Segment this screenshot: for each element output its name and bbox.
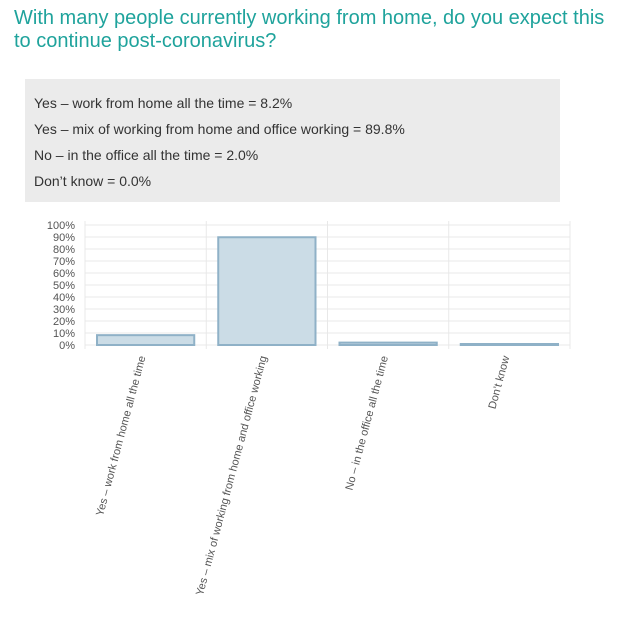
- y-tick-label: 40%: [52, 292, 75, 304]
- x-tick-label: No – in the office all the time: [343, 354, 392, 492]
- y-tick-label: 10%: [52, 328, 75, 340]
- summary-line-office: No – in the office all the time = 2.0%: [34, 147, 259, 163]
- y-tick-label: 100%: [46, 220, 75, 232]
- summary-line-dont-know: Don’t know = 0.0%: [34, 173, 152, 189]
- y-tick-label: 90%: [52, 232, 75, 244]
- y-tick-label: 20%: [52, 316, 75, 328]
- y-tick-label: 60%: [52, 268, 75, 280]
- x-tick-label: Yes – mix of working from home and office working: [194, 354, 270, 597]
- y-tick-label: 80%: [52, 244, 75, 256]
- y-tick-label: 0%: [59, 340, 75, 352]
- summary-line-work-from-home: Yes – work from home all the time = 8.2%: [34, 95, 293, 111]
- question-title: With many people currently working from home, do you expect this to continue post-coronavirus?: [14, 7, 605, 52]
- x-tick-label: Don’t know: [486, 354, 513, 411]
- summary-line-mixed: Yes – mix of working from home and office working = 89.8%: [34, 121, 405, 137]
- results-summary-box: [25, 79, 560, 202]
- bar: [461, 344, 558, 345]
- bar-chart: [0, 215, 631, 622]
- y-tick-label: 70%: [52, 256, 75, 268]
- y-tick-label: 30%: [52, 304, 75, 316]
- y-tick-label: 50%: [52, 280, 75, 292]
- bar: [340, 343, 437, 345]
- bar: [97, 335, 194, 345]
- bar: [218, 237, 315, 345]
- x-tick-label: Yes – work from home all the time: [94, 354, 149, 518]
